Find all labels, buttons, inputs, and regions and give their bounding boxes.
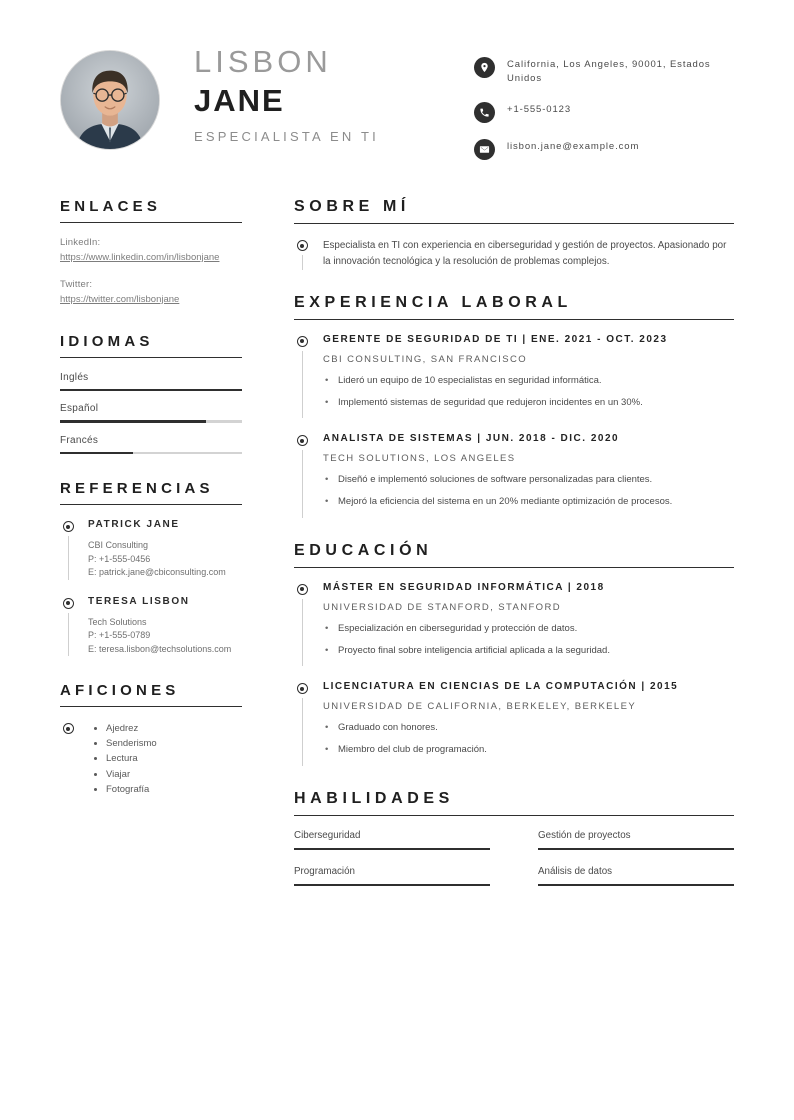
skill-bar	[538, 884, 734, 886]
skill-item	[294, 830, 490, 850]
about-body	[310, 238, 734, 270]
avatar-photo	[61, 51, 159, 149]
hobbies-list-wrap	[60, 721, 242, 797]
skill-bar	[294, 884, 490, 886]
list-item: • Lideró un equipo de 10 especialistas en seguridad informática.	[338, 374, 734, 388]
experience-heading: ANALISTA DE SISTEMAS | JUN. 2018 - DIC. 2020	[323, 433, 620, 445]
contact-phone-text: +1-555-0123	[507, 103, 572, 115]
ring-bullet-icon	[297, 336, 308, 347]
experience-subheading: TECH SOLUTIONS, LOS ANGELES	[323, 453, 516, 465]
timeline-line	[302, 450, 303, 518]
language-level-bar	[60, 389, 242, 392]
education-item	[294, 681, 734, 766]
avatar	[60, 50, 160, 150]
contact-address-text: California, Los Angeles, 90001, Estados Unidos	[507, 59, 711, 84]
section-about	[294, 198, 734, 270]
list-item: • Proyecto final sobre inteligencia artificial aplicada a la seguridad.	[338, 644, 734, 658]
education-item	[294, 582, 734, 667]
list-item: • Diseñó e implementó soluciones de software personalizadas para clientes.	[338, 473, 734, 487]
reference-company: CBI Consulting	[88, 540, 149, 551]
reference-marker	[60, 519, 76, 580]
ring-bullet-icon	[297, 584, 308, 595]
skill-item	[294, 866, 490, 886]
timeline-line	[302, 255, 303, 270]
ring-bullet-icon	[297, 240, 308, 251]
ring-bullet-icon	[297, 435, 308, 446]
contact-email-text: lisbon.jane@example.com	[507, 140, 640, 152]
reference-email: E: patrick.jane@cbiconsulting.com	[88, 567, 226, 578]
link-item	[60, 237, 242, 265]
skill-bar	[294, 848, 490, 850]
language-item	[60, 403, 242, 423]
list-item: • Mejoró la eficiencia del sistema en un 20% mediante optimización de procesos.	[338, 495, 734, 509]
about-marker	[294, 238, 310, 270]
skill-name: Gestión de proyectos	[538, 829, 631, 841]
contact-email	[474, 138, 734, 160]
hobbies-marker	[60, 721, 76, 797]
link-url-linkedin[interactable]: https://www.linkedin.com/in/lisbonjane	[60, 252, 220, 263]
link-label: LinkedIn:	[60, 237, 101, 248]
about-text: Especialista en TI con experiencia en ciberseguridad y gestión de proyectos. Apasionado por la innovación tecnológica y la resolución de problemas complejos.	[323, 240, 727, 267]
section-experience	[294, 294, 734, 518]
resume-header	[0, 0, 794, 178]
left-column	[60, 198, 260, 926]
phone-icon	[474, 102, 495, 123]
reference-item	[60, 596, 242, 657]
section-references	[60, 480, 242, 656]
section-title-references: REFERENCIAS	[60, 480, 242, 505]
skill-item	[538, 866, 734, 886]
language-item	[60, 435, 242, 455]
reference-email: E: teresa.lisbon@techsolutions.com	[88, 643, 232, 654]
skill-name: Análisis de datos	[538, 865, 613, 877]
experience-marker	[294, 334, 310, 419]
section-title-languages: IDIOMAS	[60, 333, 242, 358]
hobbies-list	[76, 721, 157, 797]
education-heading: MÁSTER EN SEGURIDAD INFORMÁTICA | 2018	[323, 581, 605, 593]
language-level-bar	[60, 452, 242, 455]
timeline-line	[68, 613, 69, 657]
link-label: Twitter:	[60, 278, 93, 290]
skill-name: Programación	[294, 865, 355, 877]
contact-block	[474, 40, 734, 175]
section-title-hobbies: AFICIONES	[60, 682, 242, 707]
experience-item	[294, 334, 734, 419]
timeline-line	[302, 599, 303, 667]
list-item: • Graduado con honores.	[338, 721, 734, 735]
education-heading: LICENCIATURA EN CIENCIAS DE LA COMPUTACIÓN | 2015	[323, 681, 679, 693]
education-subheading: UNIVERSIDAD DE CALIFORNIA, BERKELEY, BERKELEY	[323, 701, 637, 713]
reference-item	[60, 519, 242, 580]
skill-bar	[538, 848, 734, 850]
experience-subheading: CBI CONSULTING, SAN FRANCISCO	[323, 353, 528, 365]
skill-name: Ciberseguridad	[294, 829, 361, 841]
reference-marker	[60, 596, 76, 657]
language-level-bar	[60, 420, 242, 423]
experience-heading: GERENTE DE SEGURIDAD DE TI | ENE. 2021 - OCT. 2023	[323, 333, 668, 345]
ring-bullet-icon	[297, 683, 308, 694]
name-block	[160, 40, 474, 144]
language-item	[60, 372, 242, 392]
reference-phone: P: +1-555-0456	[88, 553, 151, 564]
reference-name: TERESA LISBON	[88, 595, 190, 607]
list-item: • Fotografía	[106, 782, 157, 797]
section-links	[60, 198, 242, 307]
section-hobbies	[60, 682, 242, 797]
list-item: • Senderismo	[106, 736, 157, 751]
resume-body	[0, 178, 794, 926]
section-title-about: SOBRE MÍ	[294, 198, 734, 224]
section-languages	[60, 333, 242, 455]
ring-bullet-icon	[63, 723, 74, 734]
reference-company: Tech Solutions	[88, 616, 147, 627]
skills-grid	[294, 830, 734, 902]
link-url-twitter[interactable]: https://twitter.com/lisbonjane	[60, 293, 180, 305]
timeline-line	[302, 351, 303, 419]
experience-body	[310, 334, 734, 419]
language-name: Inglés	[60, 371, 89, 383]
job-title: ESPECIALISTA EN TI	[194, 129, 379, 145]
list-item: • Lectura	[106, 751, 157, 766]
reference-phone: P: +1-555-0789	[88, 630, 151, 641]
reference-name: PATRICK JANE	[88, 519, 180, 531]
language-name: Francés	[60, 434, 99, 446]
contact-address	[474, 56, 734, 86]
education-body	[310, 582, 734, 667]
list-item: • Implementó sistemas de seguridad que redujeron incidentes en un 30%.	[338, 396, 734, 410]
ring-bullet-icon	[63, 598, 74, 609]
list-item: • Especialización en ciberseguridad y protección de datos.	[338, 622, 734, 636]
location-pin-icon	[474, 57, 495, 78]
ring-bullet-icon	[63, 521, 74, 532]
envelope-icon	[474, 139, 495, 160]
about-entry	[294, 238, 734, 270]
reference-body	[76, 519, 242, 580]
section-title-skills: HABILIDADES	[294, 790, 734, 816]
skill-item	[538, 830, 734, 850]
education-body	[310, 681, 734, 766]
list-item: • Miembro del club de programación.	[338, 743, 734, 757]
list-item: • Ajedrez	[106, 721, 157, 736]
right-column	[260, 198, 734, 926]
timeline-line	[302, 698, 303, 766]
section-skills	[294, 790, 734, 902]
education-subheading: UNIVERSIDAD DE STANFORD, STANFORD	[323, 601, 561, 613]
section-title-experience: EXPERIENCIA LABORAL	[294, 294, 734, 320]
contact-phone	[474, 101, 734, 123]
first-name: LISBON	[194, 44, 332, 79]
timeline-line	[68, 536, 69, 580]
education-marker	[294, 582, 310, 667]
last-name: JANE	[194, 82, 285, 118]
reference-body	[76, 596, 242, 657]
experience-marker	[294, 433, 310, 518]
link-item	[60, 279, 242, 307]
list-item: • Viajar	[106, 767, 157, 782]
section-education	[294, 542, 734, 766]
language-name: Español	[60, 403, 99, 415]
section-title-links: ENLACES	[60, 198, 242, 223]
experience-item	[294, 433, 734, 518]
section-title-education: EDUCACIÓN	[294, 542, 734, 568]
education-marker	[294, 681, 310, 766]
experience-body	[310, 433, 734, 518]
